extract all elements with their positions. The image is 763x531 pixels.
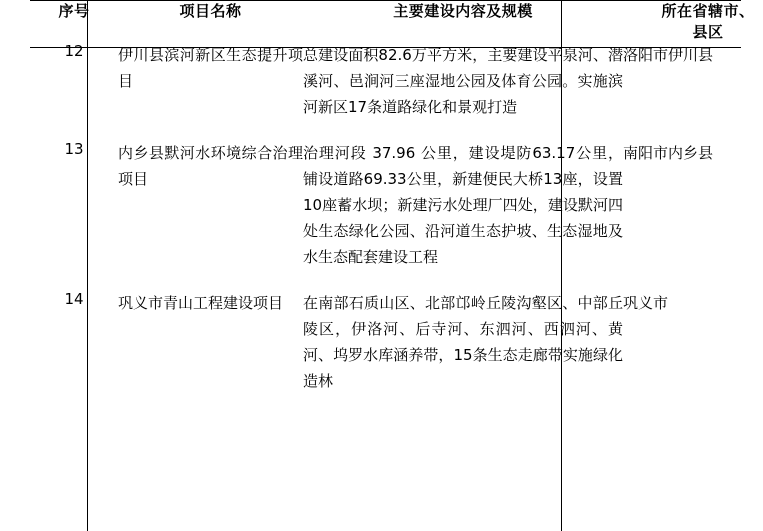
row-description: 总建设面积82.6万平方米，主要建设平泉河、潜溪河、邑涧河三座湿地公园及体育公园。实施滨河新区17条道路绿化和景观打造	[303, 46, 623, 116]
row-area: 南阳市内乡县	[623, 144, 714, 162]
row-number: 13	[64, 140, 84, 158]
row-spacer	[30, 270, 763, 290]
header-cell-area	[623, 0, 763, 42]
row-number: 14	[64, 290, 84, 308]
header-cell-name: 项目名称	[179, 2, 242, 20]
row-area: 巩义市	[623, 294, 669, 312]
header-cell-desc: 主要建设内容及规模	[393, 2, 533, 20]
project-table	[30, 0, 763, 394]
table-row	[30, 42, 763, 120]
row-spacer	[30, 120, 763, 140]
row-description: 在南部石质山区、北部邙岭丘陵沟壑区、中部丘陵区，伊洛河、后寺河、东泗河、西泗河、黄河、坞罗水库涵养带，15条生态走廊带实施绿化造林	[303, 294, 623, 390]
row-description: 治理河段 37.96 公里，建设堤防63.17公里，铺设道路69.33公里，新建便民大桥13座，设置10座蓄水坝；新建污水处理厂四处，建设默河四处生态绿化公园、沿河道生态护坡、生态湿地及水生态配套建设工程	[303, 144, 623, 266]
row-area: 洛阳市伊川县	[623, 46, 714, 64]
header-cell-area-line1: 所在省辖市、	[661, 2, 755, 20]
row-project-name: 伊川县滨河新区生态提升项目	[118, 46, 303, 90]
table-container	[30, 0, 755, 394]
row-project-name: 巩义市青山工程建设项目	[118, 294, 284, 312]
table-header-row	[30, 0, 763, 42]
table-row	[30, 290, 763, 394]
header-cell-no: 序号	[58, 2, 90, 20]
table-row	[30, 140, 763, 270]
header-cell-area-line2: 县区	[692, 23, 724, 41]
row-project-name: 内乡县默河水环境综合治理项目	[118, 144, 303, 188]
row-number: 12	[64, 42, 84, 60]
